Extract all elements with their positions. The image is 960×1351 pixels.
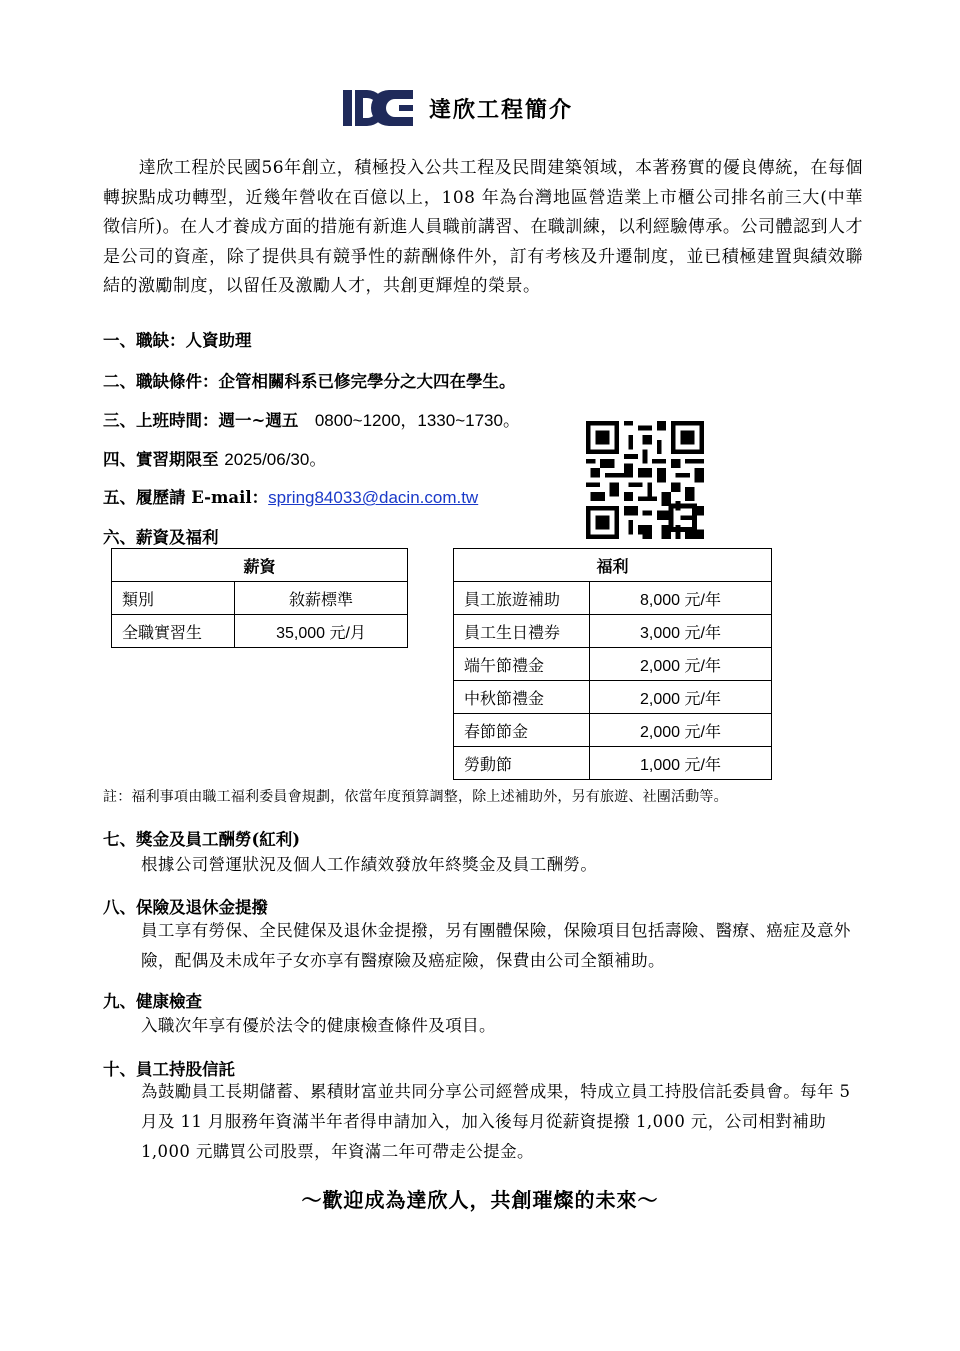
health-check-heading: 九、健康檢查 bbox=[103, 992, 202, 1011]
closing-slogan: ～歡迎成為達欣人，共創璀燦的未來～ bbox=[301, 1188, 659, 1212]
table-row bbox=[454, 615, 772, 648]
table-row bbox=[454, 648, 772, 681]
benefit-note: 註：福利事項由職工福利委員會規劃，依當年度預算調整，除上述補助外，另有旅遊、社團活動等。 bbox=[103, 789, 728, 805]
salary-row-value: 35,000 元/月 bbox=[235, 615, 408, 648]
work-hours-label: 三、上班時間：週一~週五 bbox=[103, 411, 315, 430]
health-check-body: 入職次年享有優於法令的健康檢查條件及項目。 bbox=[141, 1016, 496, 1035]
salary-table bbox=[111, 548, 408, 648]
benefit-table bbox=[453, 548, 772, 780]
stock-trust-heading: 十、員工持股信託 bbox=[103, 1060, 235, 1079]
table-row bbox=[454, 681, 772, 714]
benefit-value: 2,000 元/年 bbox=[590, 648, 772, 681]
benefit-table-title: 福利 bbox=[454, 549, 772, 582]
intro-paragraph: 達欣工程於民國56年創立，積極投入公共工程及民間建築領域，本著務實的優良傳統，在每個轉捩點成功轉型，近幾年營收在百億以上，108 年為台灣地區營造業上市櫃公司排名前三大(中華徵信所)。在人才養成方面的措施有新進人員職前講習、在職訓練，以利經驗傳承。公司體認到人才是公司的資產，除了提供具有競爭性的薪酬條件外，訂有考核及升遷制度，並已積極建置與績效聯結的激勵制度，以留任及激勵人才，共創更輝煌的榮景。 bbox=[103, 158, 863, 296]
benefit-name: 勞動節 bbox=[454, 747, 590, 780]
benefit-name: 端午節禮金 bbox=[454, 648, 590, 681]
benefit-value: 1,000 元/年 bbox=[590, 747, 772, 780]
insurance-heading: 八、保險及退休金提撥 bbox=[103, 898, 268, 917]
benefit-value: 2,000 元/年 bbox=[590, 714, 772, 747]
resume-email-label: 五、履歷請 E-mail： bbox=[103, 488, 269, 507]
work-hours-item bbox=[103, 406, 520, 431]
resume-email-item bbox=[103, 484, 478, 508]
qr-code-icon bbox=[585, 421, 705, 539]
salary-col-type: 類別 bbox=[112, 582, 235, 615]
salary-table-title: 薪資 bbox=[112, 549, 408, 582]
work-hours-value: 0800~1200，1330~1730。 bbox=[314, 411, 520, 430]
benefit-name: 員工生日禮券 bbox=[454, 615, 590, 648]
benefit-value: 8,000 元/年 bbox=[590, 582, 772, 615]
benefit-value: 3,000 元/年 bbox=[590, 615, 772, 648]
email-link[interactable]: spring84033@dacin.com.tw bbox=[268, 488, 479, 507]
bonus-heading: 七、獎金及員工酬勞(紅利) bbox=[103, 830, 301, 849]
salary-benefit-heading: 六、薪資及福利 bbox=[103, 528, 219, 547]
page-title: 達欣工程簡介 bbox=[429, 96, 574, 123]
internship-period-item bbox=[103, 445, 326, 470]
insurance-body: 員工享有勞保、全民健保及退休金提撥，另有團體保險，保險項目包括壽險、醫療、癌症及意外險，配偶及未成年子女亦享有醫療險及癌症險，保費由公司全額補助。 bbox=[141, 921, 851, 970]
internship-period-value: 2025/06/30。 bbox=[224, 450, 327, 469]
benefit-name: 春節節金 bbox=[454, 714, 590, 747]
benefit-name: 員工旅遊補助 bbox=[454, 582, 590, 615]
benefit-value: 2,000 元/年 bbox=[590, 681, 772, 714]
stock-trust-body: 為鼓勵員工長期儲蓄、累積財富並共同分享公司經營成果，特成立員工持股信託委員會。每年 5 月及 11 月服務年資滿半年者得申請加入，加入後每月從薪資提撥 1,000 元，公司相對補助 1,000 元購買公司股票，年資滿二年可帶走公提金。 bbox=[141, 1082, 851, 1161]
job-requirement-item: 二、職缺條件：企管相關科系已修完學分之大四在學生。 bbox=[103, 372, 516, 391]
job-title-item: 一、職缺：人資助理 bbox=[103, 331, 252, 350]
company-logo bbox=[343, 88, 415, 128]
table-row bbox=[454, 747, 772, 780]
internship-period-label: 四、實習期限至 bbox=[103, 450, 225, 469]
table-row bbox=[454, 714, 772, 747]
salary-row-type: 全職實習生 bbox=[112, 615, 235, 648]
header bbox=[343, 88, 573, 128]
bonus-body: 根據公司營運狀況及個人工作績效發放年終獎金及員工酬勞。 bbox=[141, 855, 598, 874]
table-row bbox=[454, 582, 772, 615]
benefit-name: 中秋節禮金 bbox=[454, 681, 590, 714]
salary-col-standard: 敘薪標準 bbox=[235, 582, 408, 615]
